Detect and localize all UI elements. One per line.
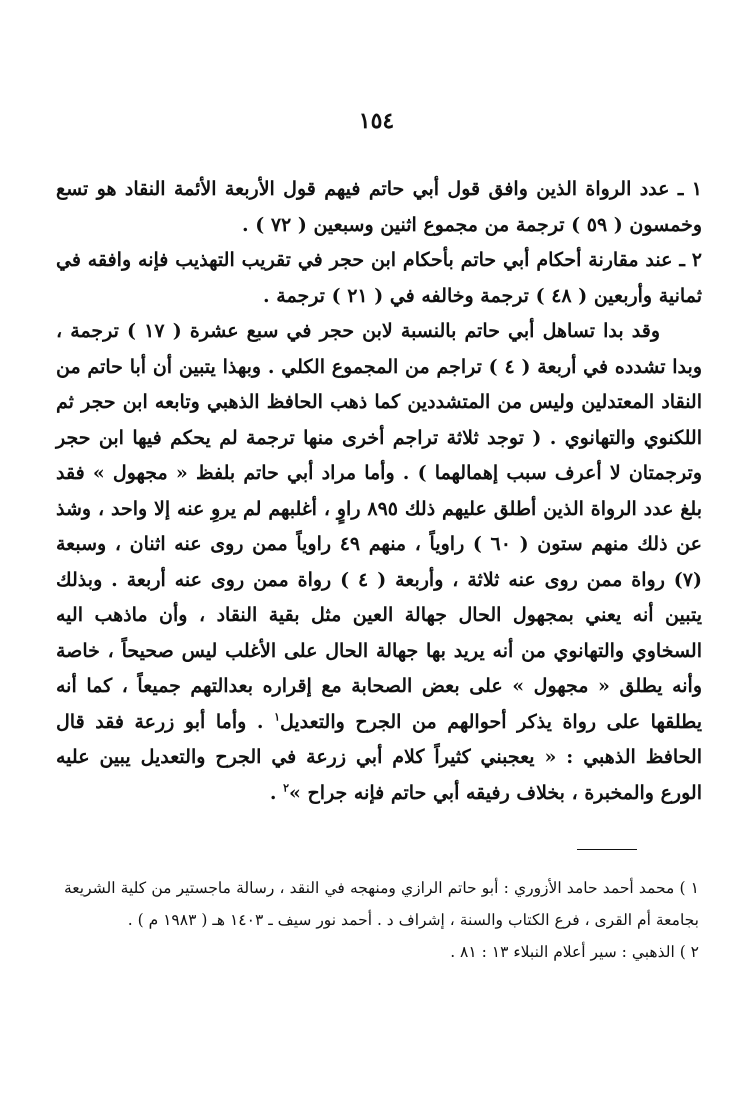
footnote-2: ٢ ) الذهبي : سير أعلام النبلاء ١٣ : ٨١ . bbox=[450, 943, 699, 961]
paragraph-point-1: ١ ـ عدد الرواة الذين وافق قول أبي حاتم فيهم قول الأربعة الأئمة النقاد هو تسع وخمسون ( ٥٩ ) ترجمة من مجموع اثنين وسبعين ( ٧٢ ) . bbox=[56, 178, 702, 236]
footnote-separator bbox=[577, 849, 637, 850]
footnote-ref-2[interactable]: ٢ bbox=[283, 781, 290, 795]
paragraph-point-2: ٢ ـ عند مقارنة أحكام أبي حاتم بأحكام ابن حجر في تقريب التهذيب فإنه وافقه في ثمانية وأربعين ( ٤٨ ) ترجمة وخالفه في ( ٢١ ) ترجمة . bbox=[56, 249, 702, 307]
paragraph-conclusion-part-1: وقد بدا تساهل أبي حاتم بالنسبة لابن حجر في سبع عشرة ( ١٧ ) ترجمة ، وبدا تشدده في أربعة ( ٤ ) تراجم من المجموع الكلي . وبهذا يتبين أن أبا حاتم من النقاد المعتدلين وليس من المتشددين كما ذهب الحافظ الذهبي وتابعه ابن حجر ثم اللكنوي والتهانوي . ( توجد ثلاثة تراجم أخرى منها ترجمة لم يحكم فيها ابن حجر وترجمتان لا أعرف سبب إهمالهما ) . وأما مراد أبي حاتم بلفظ « مجهول » فقد بلغ عدد الرواة الذين أطلق عليهم ذلك ٨٩٥ راوٍ ، أغلبهم لم يروِ عنه إلا واحد ، وشذ عن ذلك منهم ستون ( ٦٠ ) راوياً ، منهم ٤٩ راوياً ممن روى عنه اثنان ، وسبعة (٧) رواة ممن روى عنه ثلاثة ، وأربعة ( ٤ ) رواة ممن روى عنه أربعة . وبذلك يتبين أنه يعني بمجهول الحال جهالة العين مثل بقية النقاد ، وأن ماذهب اليه السخاوي والتهانوي من أنه يريد بها جهالة الحال على الأغلب ليس صحيحاً ، خاصة وأنه يطلق « مجهول » على بعض الصحابة مع إقراره بعدالتهم جميعاً ، كما أنه يطلقها على رواة يذكر أحوالهم من الجرح والتعديل bbox=[56, 320, 702, 733]
footnote-ref-1[interactable]: ١ bbox=[274, 710, 280, 724]
paragraph-conclusion-part-2: . وأما أبو زرعة فقد قال الحافظ الذهبي : « يعجبني كثيراً كلام أبي زرعة في الجرح والتعديل يبين عليه الورع والمخبرة ، بخلاف رفيقه أبي حاتم فإنه جراح » bbox=[56, 710, 702, 804]
footnote-1: ١ ) محمد أحمد حامد الأزوري : أبو حاتم الرازي ومنهجه في النقد ، رسالة ماجستير من كلية الشريعة بجامعة أم القرى ، فرع الكتاب والسنة ، إشراف د . أحمد نور سيف ـ ١٤٠٣ هـ ( ١٩٨٣ م ) . bbox=[64, 879, 699, 929]
main-text bbox=[56, 172, 702, 811]
footnotes bbox=[64, 872, 699, 968]
paragraph-conclusion bbox=[56, 314, 702, 811]
paragraph-conclusion-end: . bbox=[269, 781, 284, 804]
page-number: ١٥٤ bbox=[358, 108, 395, 134]
